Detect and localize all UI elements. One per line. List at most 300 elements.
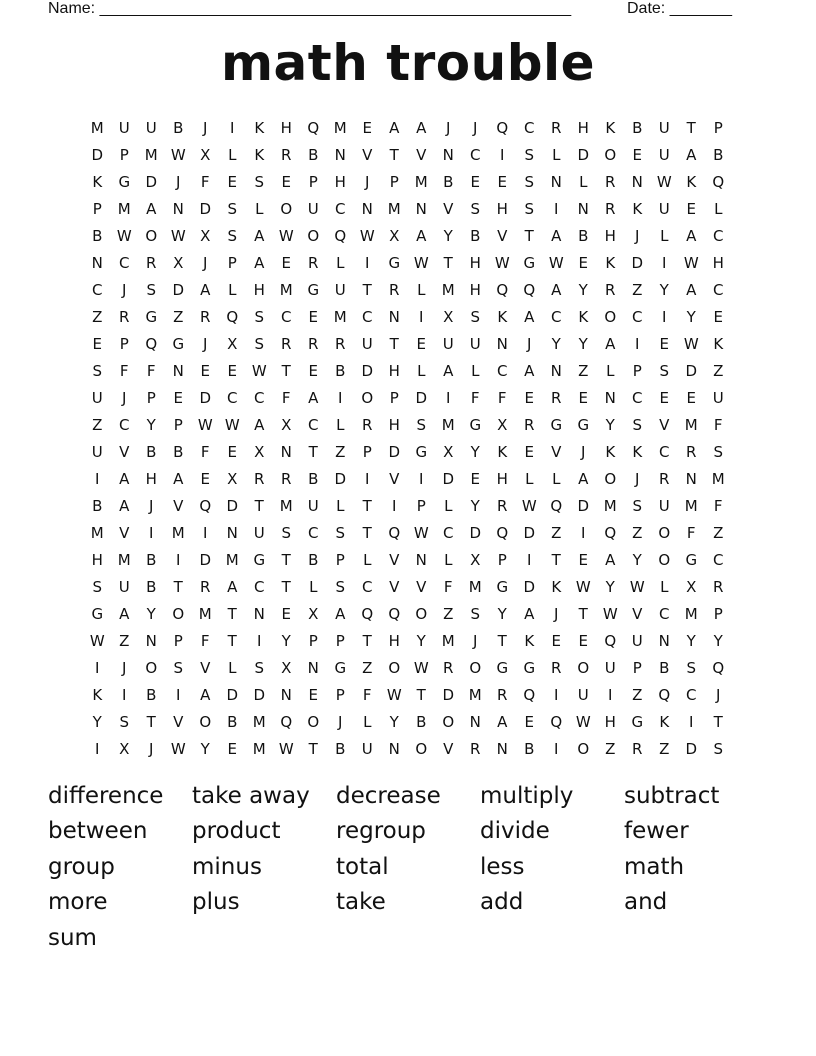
grid-letter[interactable]: J — [635, 226, 640, 245]
grid-letter[interactable]: T — [443, 253, 454, 272]
grid-letter[interactable]: G — [469, 415, 482, 434]
grid-letter[interactable]: X — [227, 469, 238, 488]
grid-letter[interactable]: L — [552, 469, 561, 488]
grid-letter[interactable]: O — [577, 658, 590, 677]
grid-letter[interactable]: Q — [199, 496, 212, 515]
grid-letter[interactable]: Y — [713, 631, 724, 650]
grid-letter[interactable]: G — [145, 307, 158, 326]
grid-letter[interactable]: C — [92, 280, 103, 299]
grid-letter[interactable]: K — [605, 118, 616, 137]
grid-letter[interactable]: D — [415, 388, 428, 407]
grid-letter[interactable]: W — [575, 712, 592, 731]
grid-letter[interactable]: D — [523, 577, 536, 596]
grid-letter[interactable]: V — [632, 604, 643, 623]
grid-letter[interactable]: G — [118, 172, 131, 191]
grid-letter[interactable]: R — [335, 334, 346, 353]
grid-letter[interactable]: H — [604, 226, 617, 245]
grid-letter[interactable]: E — [92, 334, 103, 353]
grid-letter[interactable]: C — [713, 280, 724, 299]
grid-letter[interactable]: V — [551, 442, 562, 461]
grid-letter[interactable]: J — [149, 496, 154, 515]
grid-letter[interactable]: D — [226, 496, 239, 515]
grid-letter[interactable]: Z — [605, 739, 616, 758]
grid-letter[interactable]: U — [91, 442, 104, 461]
grid-letter[interactable]: P — [119, 145, 130, 164]
grid-letter[interactable]: R — [146, 253, 157, 272]
grid-letter[interactable]: L — [552, 145, 561, 164]
grid-letter[interactable]: X — [308, 604, 319, 623]
grid-letter[interactable]: A — [605, 334, 616, 353]
grid-letter[interactable]: A — [200, 280, 211, 299]
grid-letter[interactable]: O — [604, 469, 617, 488]
grid-letter[interactable]: E — [686, 388, 697, 407]
grid-letter[interactable]: A — [254, 226, 265, 245]
grid-letter[interactable]: R — [200, 307, 211, 326]
grid-letter[interactable]: E — [470, 172, 481, 191]
grid-letter[interactable]: V — [497, 226, 508, 245]
grid-letter[interactable]: P — [227, 253, 238, 272]
grid-letter[interactable]: G — [496, 577, 509, 596]
grid-letter[interactable]: H — [145, 469, 158, 488]
grid-letter[interactable]: C — [443, 523, 454, 542]
grid-letter[interactable]: V — [173, 496, 184, 515]
grid-letter[interactable]: B — [146, 577, 157, 596]
grid-letter[interactable]: Q — [604, 631, 617, 650]
grid-letter[interactable]: P — [308, 631, 319, 650]
grid-letter[interactable]: E — [281, 172, 292, 191]
grid-letter[interactable]: W — [278, 226, 295, 245]
grid-letter[interactable]: J — [203, 118, 208, 137]
grid-letter[interactable]: C — [659, 442, 670, 461]
grid-letter[interactable]: N — [550, 172, 563, 191]
grid-letter[interactable]: Y — [686, 307, 697, 326]
grid-letter[interactable]: A — [146, 199, 157, 218]
grid-letter[interactable]: C — [281, 307, 292, 326]
grid-letter[interactable]: L — [660, 226, 669, 245]
grid-letter[interactable]: A — [119, 496, 130, 515]
grid-letter[interactable]: W — [170, 145, 187, 164]
grid-letter[interactable]: W — [224, 415, 241, 434]
grid-letter[interactable]: W — [89, 631, 106, 650]
grid-letter[interactable]: D — [199, 550, 212, 569]
grid-letter[interactable]: Z — [632, 685, 643, 704]
grid-letter[interactable]: T — [578, 604, 589, 623]
grid-letter[interactable]: R — [524, 415, 535, 434]
grid-letter[interactable]: G — [253, 550, 266, 569]
grid-letter[interactable]: G — [685, 550, 698, 569]
grid-letter[interactable]: H — [91, 550, 104, 569]
grid-letter[interactable]: T — [362, 523, 373, 542]
grid-letter[interactable]: N — [280, 685, 293, 704]
grid-letter[interactable]: O — [604, 307, 617, 326]
grid-letter[interactable]: I — [581, 523, 586, 542]
grid-letter[interactable]: I — [176, 685, 181, 704]
grid-letter[interactable]: S — [416, 415, 427, 434]
grid-letter[interactable]: Z — [92, 307, 103, 326]
grid-letter[interactable]: R — [443, 658, 454, 677]
grid-letter[interactable]: G — [631, 712, 644, 731]
grid-letter[interactable]: J — [581, 442, 586, 461]
grid-letter[interactable]: A — [254, 253, 265, 272]
grid-letter[interactable]: R — [389, 280, 400, 299]
grid-letter[interactable]: P — [173, 415, 184, 434]
grid-letter[interactable]: X — [497, 415, 508, 434]
grid-letter[interactable]: I — [608, 685, 613, 704]
grid-letter[interactable]: M — [279, 280, 294, 299]
grid-letter[interactable]: B — [173, 442, 184, 461]
grid-letter[interactable]: W — [278, 739, 295, 758]
grid-letter[interactable]: G — [496, 658, 509, 677]
grid-letter[interactable]: U — [145, 118, 158, 137]
grid-letter[interactable]: T — [524, 226, 535, 245]
grid-letter[interactable]: W — [575, 577, 592, 596]
grid-letter[interactable]: T — [281, 577, 292, 596]
grid-letter[interactable]: T — [281, 550, 292, 569]
grid-letter[interactable]: I — [122, 685, 127, 704]
grid-letter[interactable]: B — [308, 550, 319, 569]
grid-letter[interactable]: M — [225, 550, 240, 569]
grid-letter[interactable]: G — [523, 658, 536, 677]
grid-letter[interactable]: C — [254, 388, 265, 407]
grid-letter[interactable]: L — [444, 550, 453, 569]
grid-letter[interactable]: D — [226, 685, 239, 704]
grid-letter[interactable]: V — [416, 145, 427, 164]
grid-letter[interactable]: C — [335, 199, 346, 218]
grid-letter[interactable]: A — [254, 415, 265, 434]
grid-letter[interactable]: T — [308, 442, 319, 461]
grid-letter[interactable]: S — [524, 145, 535, 164]
grid-letter[interactable]: R — [497, 496, 508, 515]
grid-letter[interactable]: M — [684, 415, 699, 434]
grid-letter[interactable]: V — [389, 469, 400, 488]
grid-letter[interactable]: Z — [713, 361, 724, 380]
grid-letter[interactable]: M — [171, 523, 186, 542]
grid-letter[interactable]: D — [361, 361, 374, 380]
grid-letter[interactable]: I — [257, 631, 262, 650]
grid-letter[interactable]: S — [254, 334, 265, 353]
grid-letter[interactable]: M — [90, 118, 105, 137]
grid-letter[interactable]: S — [254, 658, 265, 677]
grid-letter[interactable]: K — [551, 577, 562, 596]
grid-letter[interactable]: E — [308, 685, 319, 704]
grid-letter[interactable]: G — [91, 604, 104, 623]
grid-letter[interactable]: Q — [388, 604, 401, 623]
grid-letter[interactable]: D — [685, 361, 698, 380]
grid-letter[interactable]: O — [469, 658, 482, 677]
grid-letter[interactable]: T — [416, 685, 427, 704]
grid-letter[interactable]: Q — [712, 172, 725, 191]
grid-letter[interactable]: M — [117, 199, 132, 218]
grid-letter[interactable]: K — [659, 712, 670, 731]
grid-letter[interactable]: D — [334, 469, 347, 488]
grid-letter[interactable]: F — [146, 361, 157, 380]
grid-letter[interactable]: Y — [416, 631, 427, 650]
grid-letter[interactable]: Y — [578, 280, 589, 299]
grid-letter[interactable]: J — [203, 334, 208, 353]
grid-letter[interactable]: A — [335, 604, 346, 623]
grid-letter[interactable]: S — [335, 523, 346, 542]
grid-letter[interactable]: A — [173, 469, 184, 488]
grid-letter[interactable]: T — [389, 145, 400, 164]
grid-letter[interactable]: Y — [605, 577, 616, 596]
grid-letter[interactable]: T — [227, 604, 238, 623]
grid-letter[interactable]: K — [92, 172, 103, 191]
grid-letter[interactable]: E — [308, 307, 319, 326]
grid-letter[interactable]: P — [335, 631, 346, 650]
grid-letter[interactable]: S — [632, 496, 643, 515]
grid-letter[interactable]: C — [227, 388, 238, 407]
grid-letter[interactable]: P — [497, 550, 508, 569]
grid-letter[interactable]: B — [524, 739, 535, 758]
grid-letter[interactable]: W — [683, 253, 700, 272]
grid-letter[interactable]: J — [122, 280, 127, 299]
grid-letter[interactable]: Q — [334, 226, 347, 245]
grid-letter[interactable]: C — [497, 361, 508, 380]
grid-letter[interactable]: C — [524, 118, 535, 137]
grid-letter[interactable]: L — [525, 469, 534, 488]
grid-letter[interactable]: E — [173, 388, 184, 407]
grid-letter[interactable]: W — [548, 253, 565, 272]
grid-letter[interactable]: Y — [497, 604, 508, 623]
grid-letter[interactable]: G — [307, 280, 320, 299]
grid-letter[interactable]: A — [686, 280, 697, 299]
grid-letter[interactable]: R — [308, 334, 319, 353]
grid-letter[interactable]: O — [658, 550, 671, 569]
grid-letter[interactable]: J — [554, 604, 559, 623]
grid-letter[interactable]: L — [228, 658, 237, 677]
grid-letter[interactable]: W — [413, 253, 430, 272]
grid-letter[interactable]: T — [254, 496, 265, 515]
grid-letter[interactable]: N — [550, 361, 563, 380]
grid-letter[interactable]: Y — [281, 631, 292, 650]
grid-letter[interactable]: S — [470, 604, 481, 623]
grid-letter[interactable]: I — [230, 118, 235, 137]
grid-letter[interactable]: Z — [119, 631, 130, 650]
grid-letter[interactable]: H — [577, 118, 590, 137]
grid-letter[interactable]: Z — [551, 523, 562, 542]
grid-letter[interactable]: F — [200, 172, 211, 191]
grid-letter[interactable]: C — [551, 307, 562, 326]
grid-letter[interactable]: K — [254, 145, 265, 164]
grid-letter[interactable]: P — [713, 604, 724, 623]
grid-letter[interactable]: W — [656, 172, 673, 191]
grid-letter[interactable]: N — [496, 334, 509, 353]
grid-letter[interactable]: H — [388, 631, 401, 650]
grid-letter[interactable]: E — [281, 253, 292, 272]
grid-letter[interactable]: C — [632, 307, 643, 326]
grid-letter[interactable]: V — [389, 577, 400, 596]
grid-letter[interactable]: S — [281, 523, 292, 542]
grid-letter[interactable]: P — [173, 631, 184, 650]
grid-letter[interactable]: X — [470, 550, 481, 569]
grid-letter[interactable]: T — [227, 631, 238, 650]
grid-letter[interactable]: Q — [523, 685, 536, 704]
grid-letter[interactable]: E — [578, 550, 589, 569]
grid-letter[interactable]: U — [307, 496, 320, 515]
grid-letter[interactable]: R — [200, 577, 211, 596]
grid-letter[interactable]: N — [685, 469, 698, 488]
date-field[interactable]: Date: _______ — [627, 0, 732, 17]
grid-letter[interactable]: Z — [632, 523, 643, 542]
grid-letter[interactable]: N — [631, 172, 644, 191]
grid-letter[interactable]: M — [144, 145, 159, 164]
grid-letter[interactable]: W — [359, 226, 376, 245]
grid-letter[interactable]: I — [419, 469, 424, 488]
grid-letter[interactable]: M — [333, 307, 348, 326]
grid-letter[interactable]: I — [95, 658, 100, 677]
grid-letter[interactable]: E — [524, 388, 535, 407]
grid-letter[interactable]: I — [635, 334, 640, 353]
grid-letter[interactable]: R — [551, 118, 562, 137]
letter-grid[interactable] — [84, 114, 732, 762]
grid-letter[interactable]: O — [307, 712, 320, 731]
grid-letter[interactable]: U — [442, 334, 455, 353]
grid-letter[interactable]: N — [145, 631, 158, 650]
grid-letter[interactable]: P — [92, 199, 103, 218]
grid-letter[interactable]: A — [497, 712, 508, 731]
grid-letter[interactable]: B — [335, 739, 346, 758]
grid-letter[interactable]: Y — [659, 280, 670, 299]
grid-letter[interactable]: B — [659, 658, 670, 677]
grid-letter[interactable]: T — [497, 631, 508, 650]
grid-letter[interactable]: C — [713, 550, 724, 569]
grid-letter[interactable]: N — [307, 658, 320, 677]
grid-letter[interactable]: N — [334, 145, 347, 164]
name-field[interactable]: Name: _____________________________________________________ — [48, 0, 572, 17]
grid-letter[interactable]: H — [712, 253, 725, 272]
grid-letter[interactable]: H — [280, 118, 293, 137]
grid-letter[interactable]: F — [119, 361, 130, 380]
grid-letter[interactable]: Y — [146, 415, 157, 434]
grid-letter[interactable]: J — [446, 118, 451, 137]
grid-letter[interactable]: F — [281, 388, 292, 407]
grid-letter[interactable]: N — [388, 739, 401, 758]
grid-letter[interactable]: Q — [496, 118, 509, 137]
grid-letter[interactable]: E — [200, 469, 211, 488]
grid-letter[interactable]: N — [415, 550, 428, 569]
grid-letter[interactable]: E — [578, 253, 589, 272]
grid-letter[interactable]: T — [389, 334, 400, 353]
grid-letter[interactable]: O — [658, 523, 671, 542]
grid-letter[interactable]: O — [415, 739, 428, 758]
grid-letter[interactable]: A — [524, 361, 535, 380]
grid-letter[interactable]: K — [497, 307, 508, 326]
grid-letter[interactable]: U — [712, 388, 725, 407]
grid-letter[interactable]: R — [281, 145, 292, 164]
grid-letter[interactable]: W — [197, 415, 214, 434]
grid-letter[interactable]: R — [713, 577, 724, 596]
grid-letter[interactable]: R — [605, 280, 616, 299]
grid-letter[interactable]: A — [605, 550, 616, 569]
grid-letter[interactable]: J — [149, 739, 154, 758]
grid-letter[interactable]: B — [308, 469, 319, 488]
grid-letter[interactable]: M — [468, 685, 483, 704]
grid-letter[interactable]: V — [659, 415, 670, 434]
grid-letter[interactable]: M — [441, 415, 456, 434]
grid-letter[interactable]: M — [468, 577, 483, 596]
grid-letter[interactable]: O — [442, 712, 455, 731]
grid-letter[interactable]: C — [713, 226, 724, 245]
grid-letter[interactable]: F — [362, 685, 373, 704]
grid-letter[interactable]: P — [119, 334, 130, 353]
grid-letter[interactable]: Z — [443, 604, 454, 623]
grid-letter[interactable]: S — [335, 577, 346, 596]
grid-letter[interactable]: O — [604, 145, 617, 164]
grid-letter[interactable]: B — [632, 118, 643, 137]
grid-letter[interactable]: A — [524, 604, 535, 623]
grid-letter[interactable]: N — [577, 199, 590, 218]
grid-letter[interactable]: X — [389, 226, 400, 245]
grid-letter[interactable]: R — [308, 253, 319, 272]
grid-letter[interactable]: W — [629, 577, 646, 596]
grid-letter[interactable]: W — [602, 604, 619, 623]
grid-letter[interactable]: D — [469, 523, 482, 542]
grid-letter[interactable]: I — [95, 739, 100, 758]
grid-letter[interactable]: W — [116, 226, 133, 245]
grid-letter[interactable]: M — [603, 496, 618, 515]
grid-letter[interactable]: L — [363, 712, 372, 731]
grid-letter[interactable]: V — [389, 550, 400, 569]
grid-letter[interactable]: O — [172, 604, 185, 623]
grid-letter[interactable]: M — [198, 604, 213, 623]
grid-letter[interactable]: E — [227, 739, 238, 758]
grid-letter[interactable]: T — [551, 550, 562, 569]
grid-letter[interactable]: E — [416, 334, 427, 353]
grid-letter[interactable]: X — [281, 415, 292, 434]
grid-letter[interactable]: C — [659, 604, 670, 623]
grid-letter[interactable]: I — [554, 199, 559, 218]
grid-letter[interactable]: D — [199, 388, 212, 407]
grid-letter[interactable]: L — [471, 361, 480, 380]
grid-letter[interactable]: N — [280, 442, 293, 461]
grid-letter[interactable]: R — [632, 739, 643, 758]
grid-letter[interactable]: O — [145, 658, 158, 677]
grid-letter[interactable]: G — [577, 415, 590, 434]
grid-letter[interactable]: V — [416, 577, 427, 596]
grid-letter[interactable]: L — [228, 145, 237, 164]
grid-letter[interactable]: B — [146, 550, 157, 569]
grid-letter[interactable]: V — [119, 442, 130, 461]
grid-letter[interactable]: D — [442, 469, 455, 488]
grid-letter[interactable]: A — [389, 118, 400, 137]
grid-letter[interactable]: L — [417, 361, 426, 380]
grid-letter[interactable]: S — [227, 226, 238, 245]
grid-letter[interactable]: Q — [280, 712, 293, 731]
grid-letter[interactable]: O — [361, 388, 374, 407]
grid-letter[interactable]: Z — [362, 658, 373, 677]
grid-letter[interactable]: Q — [550, 496, 563, 515]
grid-letter[interactable]: V — [200, 658, 211, 677]
grid-letter[interactable]: I — [662, 253, 667, 272]
grid-letter[interactable]: B — [92, 496, 103, 515]
grid-letter[interactable]: T — [362, 631, 373, 650]
grid-letter[interactable]: O — [307, 226, 320, 245]
grid-letter[interactable]: B — [308, 145, 319, 164]
grid-letter[interactable]: G — [550, 415, 563, 434]
grid-letter[interactable]: P — [146, 388, 157, 407]
grid-letter[interactable]: F — [443, 577, 454, 596]
grid-letter[interactable]: R — [551, 658, 562, 677]
grid-letter[interactable]: I — [446, 388, 451, 407]
grid-letter[interactable]: K — [578, 307, 589, 326]
grid-letter[interactable]: D — [388, 442, 401, 461]
grid-letter[interactable]: A — [443, 361, 454, 380]
grid-letter[interactable]: K — [713, 334, 724, 353]
grid-letter[interactable]: C — [308, 523, 319, 542]
grid-letter[interactable]: S — [254, 307, 265, 326]
grid-letter[interactable]: Z — [578, 361, 589, 380]
grid-letter[interactable]: E — [470, 469, 481, 488]
